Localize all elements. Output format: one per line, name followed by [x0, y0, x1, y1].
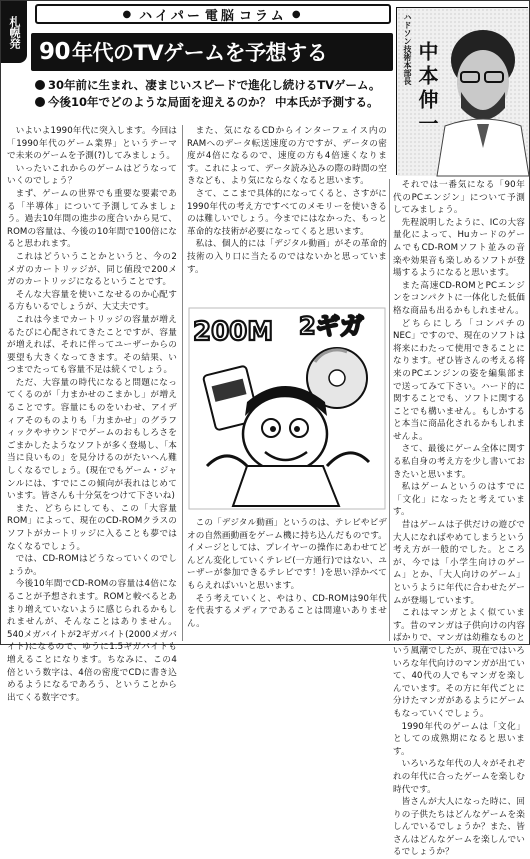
location-badge: 札幌発 [1, 1, 27, 63]
illustration-caption-2: 2ギガ [299, 312, 364, 340]
series-left: ハイパー [139, 8, 203, 24]
paragraph: また、どちらにしても、この「大容量ROM」によって、現在のCD-ROMクラスのソフトがカートリッジに入ることも夢ではなくなるでしょう。 [7, 503, 177, 552]
paragraph: 1990年代のゲームは「文化」としての成熟期になると思います。 [393, 721, 525, 757]
paragraph: 先程説明したように、ICの大容量化によって、HuカードのゲームでもCD-ROMソフト並みの音楽や効果音も楽しめるソフトが登場するようになると思います。 [393, 217, 525, 279]
bullet-icon: ● [291, 8, 304, 20]
paragraph: さて、最後にゲーム全体に関する私自身の考え方を少し書いておきたいと思います。 [393, 444, 525, 480]
headline-text: 年代のTVゲームを予想する [72, 41, 328, 65]
body-column-1 [7, 125, 177, 704]
author-title: ハドソン技術本部長 [403, 13, 412, 85]
paragraph: 私はゲームというのはすでに「文化」になったと考えています。 [393, 482, 525, 518]
illustration-caption-1: 200M [193, 317, 274, 347]
body-column-2 [187, 125, 387, 276]
paragraph: また、気になるCDからインターフェイス内のRAMへのデータ転送速度の方ですが、データの密度が4倍になるので、速度の方も4倍速くなります。これによって、データ読み込みの際の時間の空きなども、より気にならなくなると思います。 [187, 126, 387, 187]
body-column-3 [393, 179, 525, 859]
column-divider [389, 179, 390, 641]
article-lead [35, 77, 393, 111]
column-divider [182, 125, 183, 641]
paragraph: 私は、個人的には「デジタル動画」がその革命的技術の入り口に当たるのではないかと思っています。 [187, 239, 387, 275]
paragraph: 昔はゲームは子供だけの遊びで大人になればやめてしまうという考え方が一般的でした。ところが、今では「小学生向けのゲーム」とか、「大人向けのゲーム」というように年代に合わせたゲームが登場しています。 [393, 520, 525, 606]
illustration-drawing [187, 306, 387, 511]
series-title-bar [35, 4, 391, 24]
paragraph: では、CD-ROMはどうなっていくのでしょうか。 [7, 554, 177, 577]
paragraph: ただ、大容量の時代になると問題になってくるのが「力まかせのこまかし」が増えることです。容量にものをいわせ、アイディアそのものよりも「力まかせ」のグラフィックやサウンドでゲームのおもしろさをごまかしたようなソフトが多く登場し、「本当に良いもの」を見分けるのがたいへん難しくなるでしょう。(現在でもゲーム・ジャンルには、すでにこの傾向が表れはじめています。皆さんも十分気をつけて下さいね) [7, 377, 177, 502]
bullet-icon [35, 80, 45, 90]
paragraph: 今後10年間でCD-ROMの容量は4倍になることが予想されます。ROMと較べるとあまり増えていないように感じられるかもしれませんが、そんなことはありません。540メガバイトが2ギガバイト(2000メガバイト)になるので、ゆうに1.5ギガバイトも増えることになります。ちなみに、この4倍という数字は、4倍の密度でCDに書き込めるようになるであろう、ということから出てくる数字です。 [7, 579, 177, 703]
series-mid: 電脳 [204, 8, 237, 24]
headline-number: 90 [39, 39, 71, 65]
paragraph: これはどういうことかというと、今の2メガのカートリッジが、同じ値段で200メガのカートリッジになるということです。 [7, 251, 177, 288]
paragraph: どちらにしろ「コンパチのNEC」ですので、現在のソフトは将来にわたって使用できることになります。ぜひ皆さんの考える将来のPCエンジンの姿を編集部まで送ってみて下さい。ハード的に関することでも、ソフトに関することでも構いません。もしかすると本当に商品化されるかもしれませんよ。 [393, 318, 525, 442]
paragraph: そう考えていくと、やはり、CD-ROMは90年代を代表するメディアであることは間違いありません。 [187, 593, 387, 629]
paragraph: 皆さんが大人になった時に、回りの子供たちはどんなゲームを楽しんでいるでしょうか？また、皆さんはどんなゲームを楽しんでいるでしょうか？ [393, 797, 525, 858]
paragraph: これはマンガとよく似ています。昔のマンガは子供向けの内容ばかりで、マンガは幼稚なものという風潮でしたが、現在ではいろいろな年代向けのマンガが出ていて、40代の人でもマンガを楽しんでいます。その方に年代ごとに分けたマンガがあるようにゲームもなっていくでしょう。 [393, 608, 525, 719]
paragraph: まず、ゲームの世界でも重要な要素である「半導体」について予測してみましょう。過去10年間の進歩の度合いから見て、ROMの容量は、今後の10年間で100倍になると思われます。 [7, 188, 178, 250]
series-right: コラム [238, 8, 287, 24]
lead-line: 今後10年でどのような局面を迎えるのか？ 中本氏が予測する。 [35, 94, 393, 111]
bullet-icon [35, 97, 45, 107]
lead-line: 30年前に生まれ、凄まじいスピードで進化し続けるTVゲーム。 [35, 77, 393, 94]
author-name: 中本伸一 [415, 41, 439, 137]
body-column-2-lower [187, 517, 387, 630]
paragraph: いったいこれからのゲームはどうなっていくのでしょう？ [7, 163, 177, 187]
paragraph: いよいよ1990年代に突入します。今回は「1990年代のゲーム業界」というテーマで未来のゲームを予測(?)してみましょう。 [7, 126, 177, 162]
article-headline [31, 33, 393, 71]
paragraph: そんな大容量を使いこなせるのか心配する方もいるでしょうが、大丈夫です。 [7, 289, 177, 313]
paragraph: この「デジタル動画」というのは、テレビやビデオの自然画動画をゲーム機に持ち込んだものです。イメージとしては、プレイヤーの操作にあわせてどんどん変化していくテレビ(一方通行)ではない、ユーザーが参加できるテレビです！)を思い浮かべてもらえればいいと思います。 [187, 518, 387, 591]
paragraph: さて、ここまで具体的になってくると、さすがに1990年代の考え方ですべてのメモリーを使いきるのは難しいでしょう。今までにはなかった、もっと革命的な技術が必要になってくると思います。 [187, 188, 387, 237]
paragraph: これは今までカートリッジの容量が増えるたびに心配されてきたことですが、容量が増えれば、それに伴ってユーザーからの要望も大きくなってきます。その結果、いつまでたっても容量不足は続くでしょう。 [7, 314, 177, 376]
paragraph: それでは一番気になる「90年代のPCエンジン」について予測してみましょう。 [393, 180, 525, 216]
game-illustration [187, 306, 387, 511]
paragraph: また高速CD-ROMとPCエンジンをコンパクトに一体化した低価格な商品も出るかもしれません。 [393, 280, 525, 316]
bullet-icon: ● [122, 8, 135, 20]
paragraph: いろいろな年代の人々がそれぞれの年代に合ったゲームを楽しむ時代です。 [393, 759, 525, 795]
